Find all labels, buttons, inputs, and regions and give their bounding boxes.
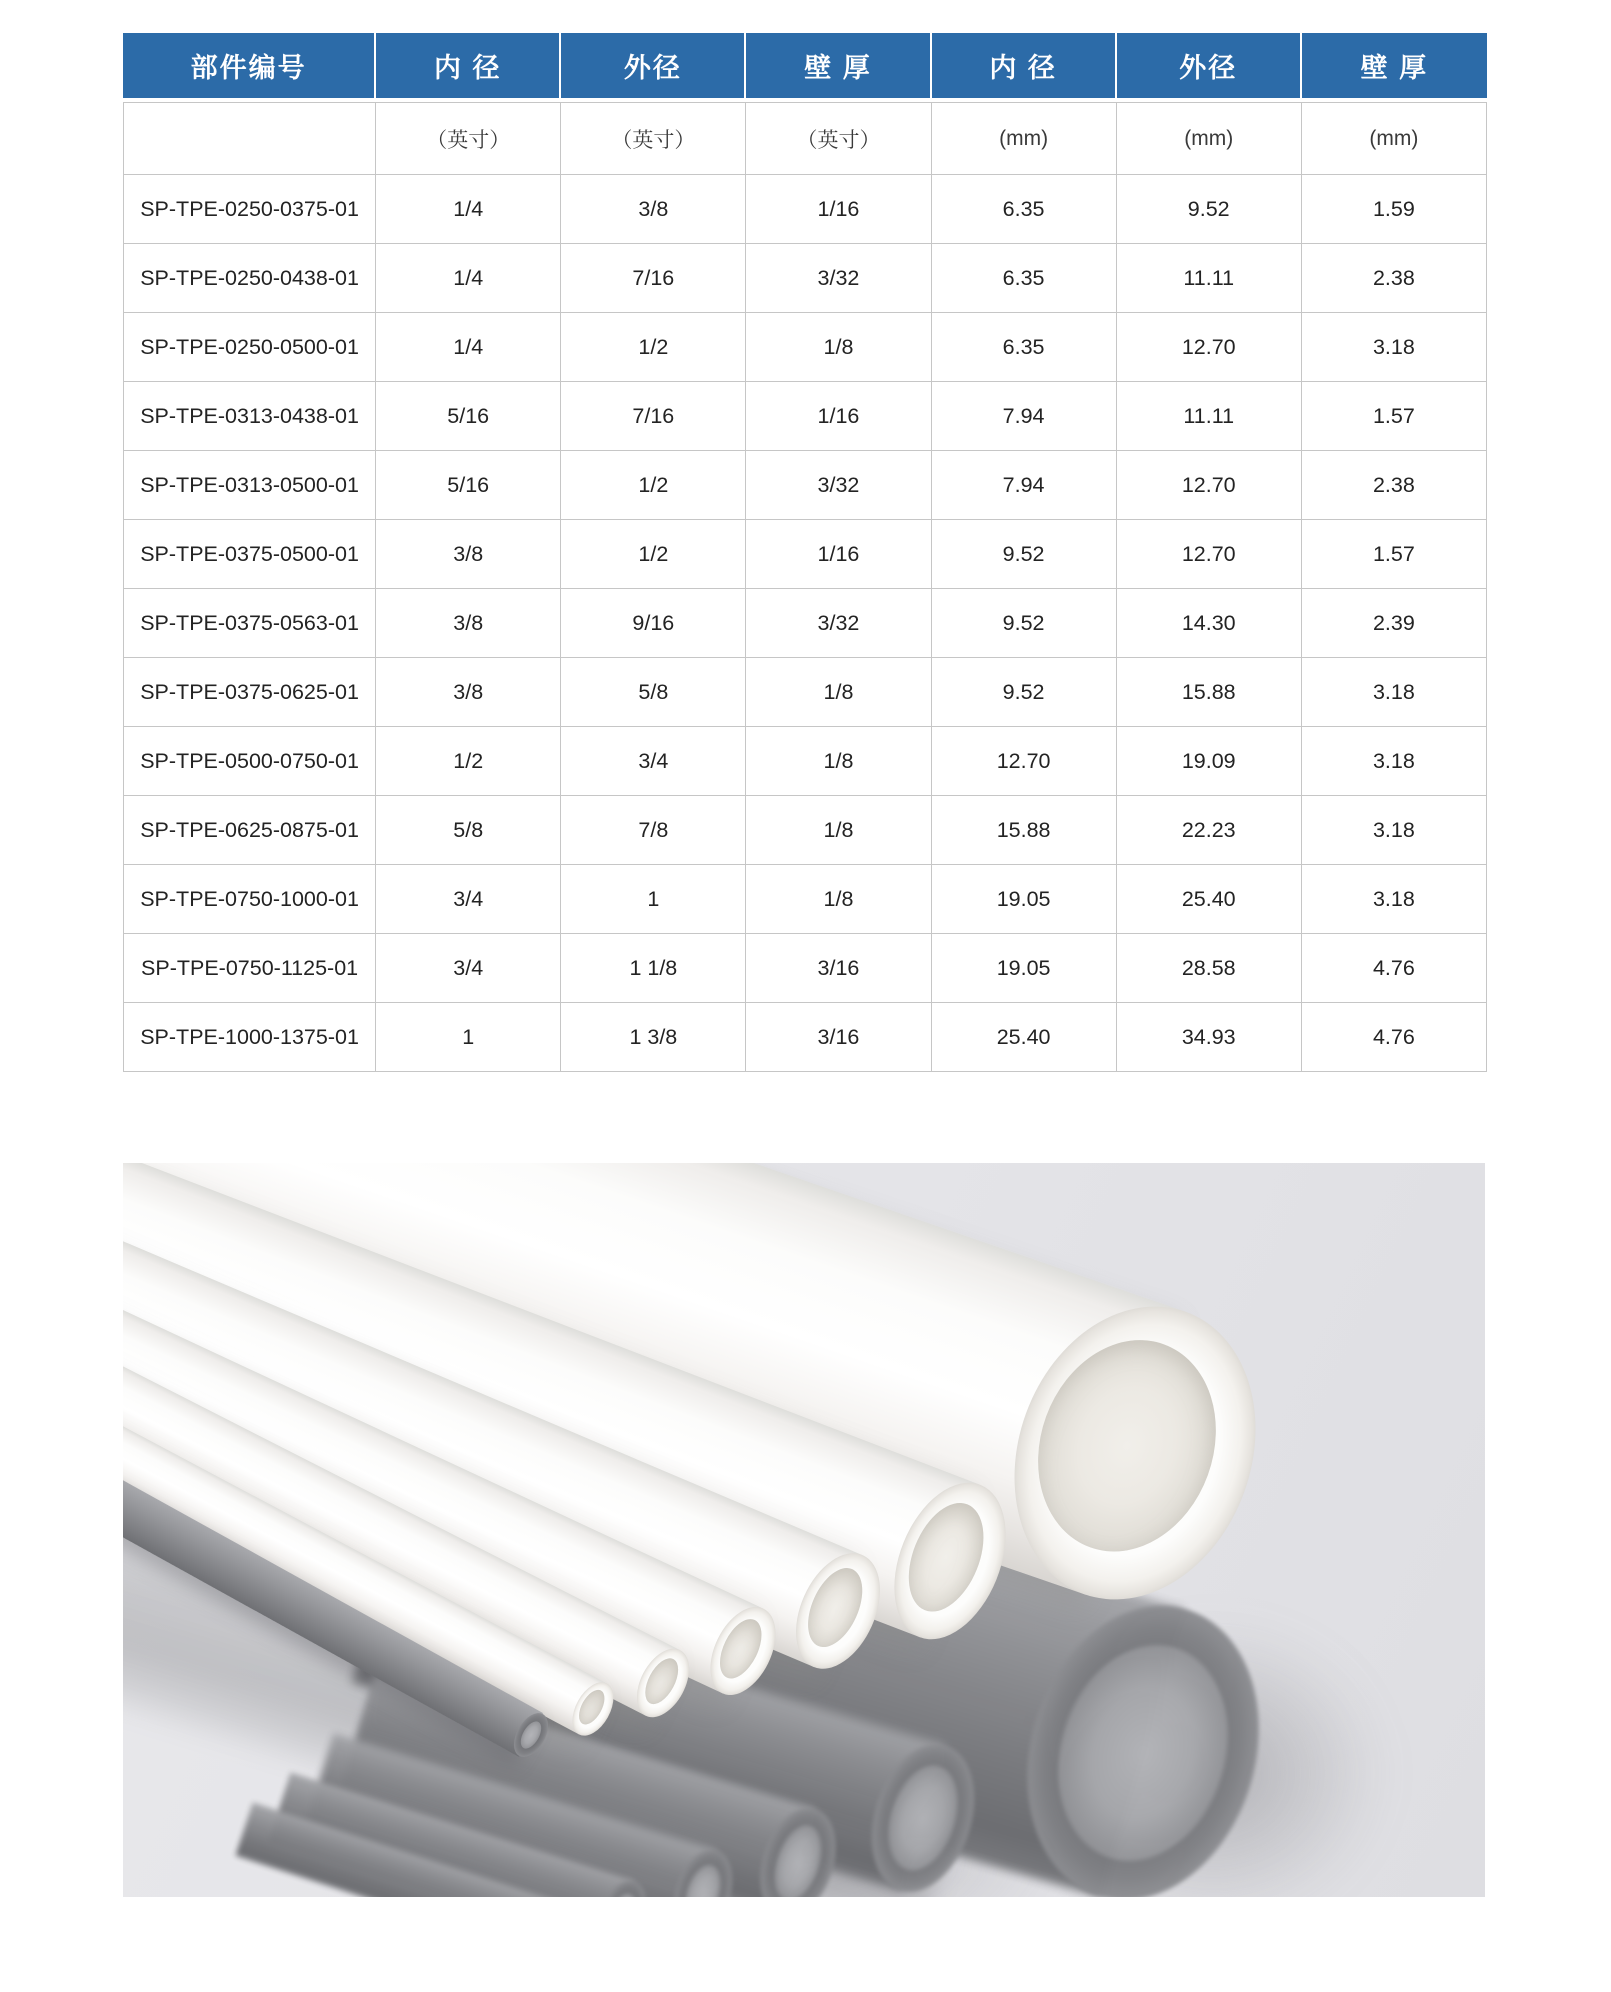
value-cell: 4.76 [1302, 934, 1487, 1003]
table-row [123, 658, 1487, 727]
value-cell: 1/8 [746, 658, 931, 727]
value-cell: 7/16 [561, 382, 746, 451]
value-cell: 22.23 [1117, 796, 1302, 865]
value-cell: 6.35 [932, 175, 1117, 244]
table-row [123, 934, 1487, 1003]
value-cell: 1/2 [376, 727, 561, 796]
unit-cell [123, 102, 376, 175]
value-cell: 3/4 [561, 727, 746, 796]
part-number-cell: SP-TPE-0250-0438-01 [123, 244, 376, 313]
value-cell: 3.18 [1302, 658, 1487, 727]
value-cell: 1 3/8 [561, 1003, 746, 1072]
part-number-cell: SP-TPE-0250-0375-01 [123, 175, 376, 244]
value-cell: 7.94 [932, 382, 1117, 451]
table-row [123, 589, 1487, 658]
value-cell: 3/8 [376, 589, 561, 658]
value-cell: 12.70 [1117, 520, 1302, 589]
unit-cell: (mm) [932, 102, 1117, 175]
product-photo [123, 1163, 1485, 1897]
unit-cell: （英寸） [376, 102, 561, 175]
value-cell: 1 [561, 865, 746, 934]
unit-cell: （英寸） [746, 102, 931, 175]
header-cell-id-inch: 内 径 [376, 33, 561, 102]
value-cell: 15.88 [1117, 658, 1302, 727]
value-cell: 3/32 [746, 451, 931, 520]
part-number-cell: SP-TPE-0375-0625-01 [123, 658, 376, 727]
value-cell: 1/16 [746, 520, 931, 589]
part-number-cell: SP-TPE-0375-0563-01 [123, 589, 376, 658]
table-row [123, 313, 1487, 382]
value-cell: 3/4 [376, 934, 561, 1003]
value-cell: 25.40 [1117, 865, 1302, 934]
value-cell: 1/8 [746, 313, 931, 382]
header-cell-od-inch: 外径 [561, 33, 746, 102]
tube-hole [679, 1860, 727, 1897]
value-cell: 6.35 [932, 244, 1117, 313]
table-row [123, 796, 1487, 865]
value-cell: 1/2 [561, 451, 746, 520]
value-cell: 1.59 [1302, 175, 1487, 244]
part-number-cell: SP-TPE-0625-0875-01 [123, 796, 376, 865]
table-row [123, 520, 1487, 589]
value-cell: 1/4 [376, 175, 561, 244]
value-cell: 1/4 [376, 244, 561, 313]
value-cell: 5/16 [376, 451, 561, 520]
value-cell: 1 [376, 1003, 561, 1072]
value-cell: 1/4 [376, 313, 561, 382]
value-cell: 3.18 [1302, 796, 1487, 865]
value-cell: 3.18 [1302, 313, 1487, 382]
value-cell: 1/8 [746, 727, 931, 796]
value-cell: 6.35 [932, 313, 1117, 382]
value-cell: 9.52 [932, 520, 1117, 589]
spec-table-body [123, 175, 1487, 1072]
value-cell: 2.38 [1302, 451, 1487, 520]
value-cell: 1/8 [746, 796, 931, 865]
value-cell: 2.39 [1302, 589, 1487, 658]
tube-hole [1032, 1624, 1253, 1882]
value-cell: 9.52 [1117, 175, 1302, 244]
value-cell: 1/2 [561, 520, 746, 589]
table-units-row [123, 102, 1487, 175]
part-number-cell: SP-TPE-0750-1125-01 [123, 934, 376, 1003]
value-cell: 7.94 [932, 451, 1117, 520]
part-number-cell: SP-TPE-0500-0750-01 [123, 727, 376, 796]
value-cell: 28.58 [1117, 934, 1302, 1003]
part-number-cell: SP-TPE-1000-1375-01 [123, 1003, 376, 1072]
value-cell: 3/32 [746, 589, 931, 658]
part-number-cell: SP-TPE-0313-0500-01 [123, 451, 376, 520]
unit-cell: （英寸） [561, 102, 746, 175]
part-number-cell: SP-TPE-0375-0500-01 [123, 520, 376, 589]
value-cell: 9/16 [561, 589, 746, 658]
value-cell: 15.88 [932, 796, 1117, 865]
value-cell: 7/16 [561, 244, 746, 313]
value-cell: 5/8 [376, 796, 561, 865]
table-row [123, 175, 1487, 244]
part-number-cell: SP-TPE-0750-1000-01 [123, 865, 376, 934]
value-cell: 11.11 [1117, 244, 1302, 313]
value-cell: 25.40 [932, 1003, 1117, 1072]
value-cell: 14.30 [1117, 589, 1302, 658]
value-cell: 12.70 [1117, 313, 1302, 382]
value-cell: 11.11 [1117, 382, 1302, 451]
header-cell-od-mm: 外径 [1117, 33, 1302, 102]
unit-cell: (mm) [1302, 102, 1487, 175]
tube-hole [766, 1819, 830, 1897]
value-cell: 12.70 [932, 727, 1117, 796]
table-header-row [123, 33, 1487, 102]
value-cell: 3/32 [746, 244, 931, 313]
value-cell: 4.76 [1302, 1003, 1487, 1072]
table-row [123, 382, 1487, 451]
value-cell: 19.05 [932, 934, 1117, 1003]
value-cell: 3.18 [1302, 727, 1487, 796]
header-cell-wall-inch: 壁 厚 [746, 33, 931, 102]
value-cell: 3.18 [1302, 865, 1487, 934]
value-cell: 1/2 [561, 313, 746, 382]
table-row [123, 865, 1487, 934]
spec-table [123, 33, 1487, 1072]
header-cell-part-number: 部件编号 [123, 33, 376, 102]
value-cell: 19.05 [932, 865, 1117, 934]
value-cell: 1/8 [746, 865, 931, 934]
value-cell: 3/8 [376, 658, 561, 727]
value-cell: 3/16 [746, 1003, 931, 1072]
value-cell: 7/8 [561, 796, 746, 865]
value-cell: 1/16 [746, 382, 931, 451]
value-cell: 34.93 [1117, 1003, 1302, 1072]
value-cell: 5/8 [561, 658, 746, 727]
value-cell: 3/4 [376, 865, 561, 934]
value-cell: 1/16 [746, 175, 931, 244]
value-cell: 5/16 [376, 382, 561, 451]
value-cell: 3/16 [746, 934, 931, 1003]
part-number-cell: SP-TPE-0313-0438-01 [123, 382, 376, 451]
part-number-cell: SP-TPE-0250-0500-01 [123, 313, 376, 382]
value-cell: 9.52 [932, 589, 1117, 658]
value-cell: 1.57 [1302, 382, 1487, 451]
header-cell-id-mm: 内 径 [932, 33, 1117, 102]
table-row [123, 727, 1487, 796]
unit-cell: (mm) [1117, 102, 1302, 175]
table-row [123, 1003, 1487, 1072]
value-cell: 1 1/8 [561, 934, 746, 1003]
value-cell: 19.09 [1117, 727, 1302, 796]
value-cell: 12.70 [1117, 451, 1302, 520]
value-cell: 3/8 [561, 175, 746, 244]
header-cell-wall-mm: 壁 厚 [1302, 33, 1487, 102]
value-cell: 1.57 [1302, 520, 1487, 589]
table-row [123, 451, 1487, 520]
table-row [123, 244, 1487, 313]
value-cell: 2.38 [1302, 244, 1487, 313]
value-cell: 9.52 [932, 658, 1117, 727]
value-cell: 3/8 [376, 520, 561, 589]
